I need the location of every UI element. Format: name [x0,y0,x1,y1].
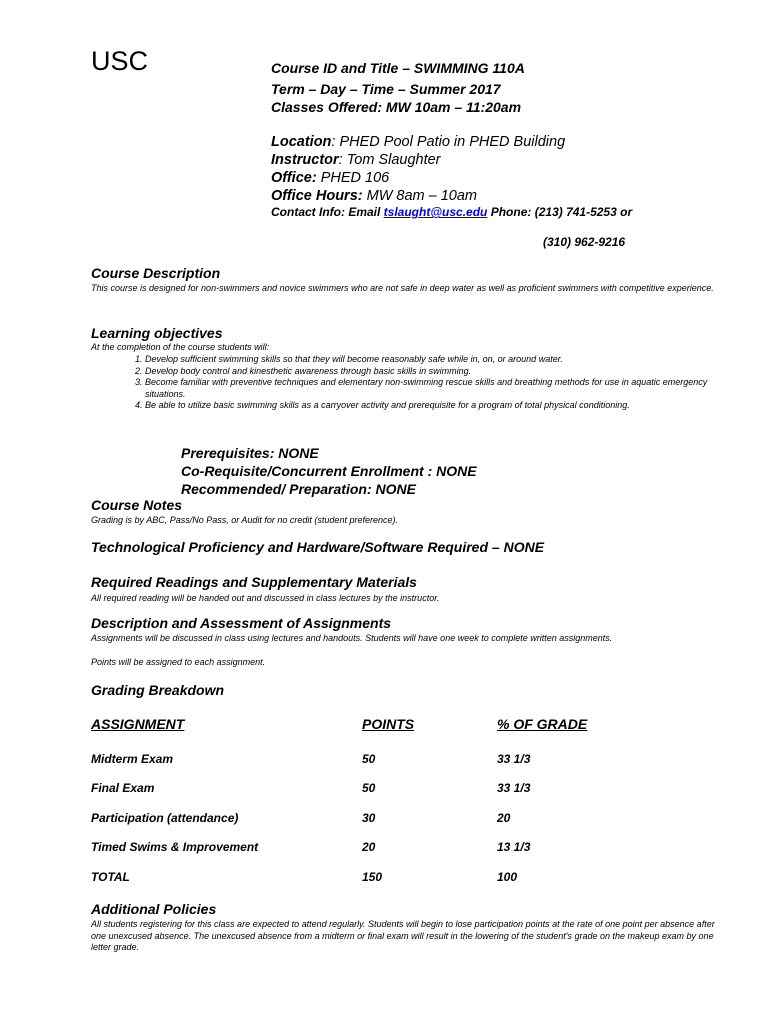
learning-objectives-intro: At the completion of the course students will: [91,342,270,352]
table-cell: 20 [362,840,376,854]
readings-text: All required reading will be handed out and discussed in class lectures by the instructor. [91,593,440,603]
table-cell: Midterm Exam [91,752,174,766]
instructor-value: : Tom Slaughter [338,152,441,168]
column-header-percent: % OF GRADE [497,716,588,732]
course-description-heading: Course Description [91,265,221,281]
list-item: 4. Be able to utilize basic swimming skills as a carryover activity and prerequisite for a program of total physical conditioning. [135,400,630,410]
table-cell: 13 1/3 [497,840,531,854]
table-cell: Final Exam [91,781,155,795]
learning-objectives-heading: Learning objectives [91,325,223,341]
office-value: PHED 106 [316,170,390,186]
policies-text: All students registering for this class are expected to attend regularly. Students will begin to lose participation points at the rate of one point per absence after one unexcused absence. The unexcused absence from a midterm or final exam will result in the lowering of the student's grade on the makeup exam by one letter grade. [91,919,715,952]
office-hours-label: Office Hours: [271,188,363,204]
table-cell: 33 1/3 [497,781,531,795]
readings-heading: Required Readings and Supplementary Materials [91,574,417,590]
contact-phone: Phone: (213) 741-5253 or [487,205,633,219]
office-hours-line [271,187,477,205]
contact-prefix: Contact Info: Email [271,205,384,219]
course-notes-heading: Course Notes [91,497,183,513]
table-cell: 33 1/3 [497,752,531,766]
tech-heading: Technological Proficiency and Hardware/Software Required – NONE [91,539,545,555]
classes-line: Classes Offered: MW 10am – 11:20am [271,99,522,115]
contact-line [271,205,632,219]
list-item: 2. Develop body control and kinesthetic awareness through basic skills in swimming. [135,365,472,376]
prerequisites: Prerequisites: NONE [181,445,319,461]
list-item: 1. Develop sufficient swimming skills so that they will become reasonably safe while in, on, or around water. [135,354,563,364]
table-cell: 100 [497,870,518,884]
assignments-text: Assignments will be discussed in class using lectures and handouts. Students will have one week to complete written assignments. [91,633,613,643]
org-name: USC [91,46,149,76]
table-cell: 30 [362,811,376,825]
table-cell: 20 [497,811,511,825]
email-link[interactable]: tslaught@usc.edu [383,205,488,219]
recommended-preparation: Recommended/ Preparation: NONE [181,481,416,497]
contact-phone-2: (310) 962-9216 [543,235,626,249]
term-line: Term – Day – Time – Summer 2017 [271,81,501,97]
policies-heading: Additional Policies [91,901,217,917]
column-header-assignment: ASSIGNMENT [91,716,185,732]
grading-heading: Grading Breakdown [91,682,225,698]
table-cell: 50 [362,781,376,795]
location-value: : PHED Pool Patio in PHED Building [331,134,566,150]
assignments-points-text: Points will be assigned to each assignment. [91,657,266,667]
table-cell: Timed Swims & Improvement [91,840,259,854]
table-cell: Participation (attendance) [91,811,239,825]
office-hours-value: MW 8am – 10am [362,188,478,204]
table-cell: 150 [362,870,383,884]
location-line [271,133,565,151]
list-item: 3. Become familiar with preventive techniques and elementary non-swimming rescue skills and breathing methods for use in aquatic emergency situations. [135,377,708,399]
objectives-list [135,354,728,412]
location-label: Location [271,134,332,150]
course-title: Course ID and Title – SWIMMING 110A [271,60,525,76]
course-notes-text: Grading is by ABC, Pass/No Pass, or Audit for no credit (student preference). [91,515,398,525]
table-cell: 50 [362,752,376,766]
table-cell: TOTAL [91,870,130,884]
office-label: Office: [271,170,317,186]
assignments-heading: Description and Assessment of Assignments [91,615,392,631]
course-description-text: This course is designed for non-swimmers and novice swimmers who are not safe in deep water as well as proficient swimmers with competitive experience. [91,283,714,293]
office-line [271,169,389,187]
instructor-line [271,151,441,169]
corequisite: Co-Requisite/Concurrent Enrollment : NONE [181,463,477,479]
instructor-label: Instructor [271,152,339,168]
column-header-points: POINTS [362,716,415,732]
